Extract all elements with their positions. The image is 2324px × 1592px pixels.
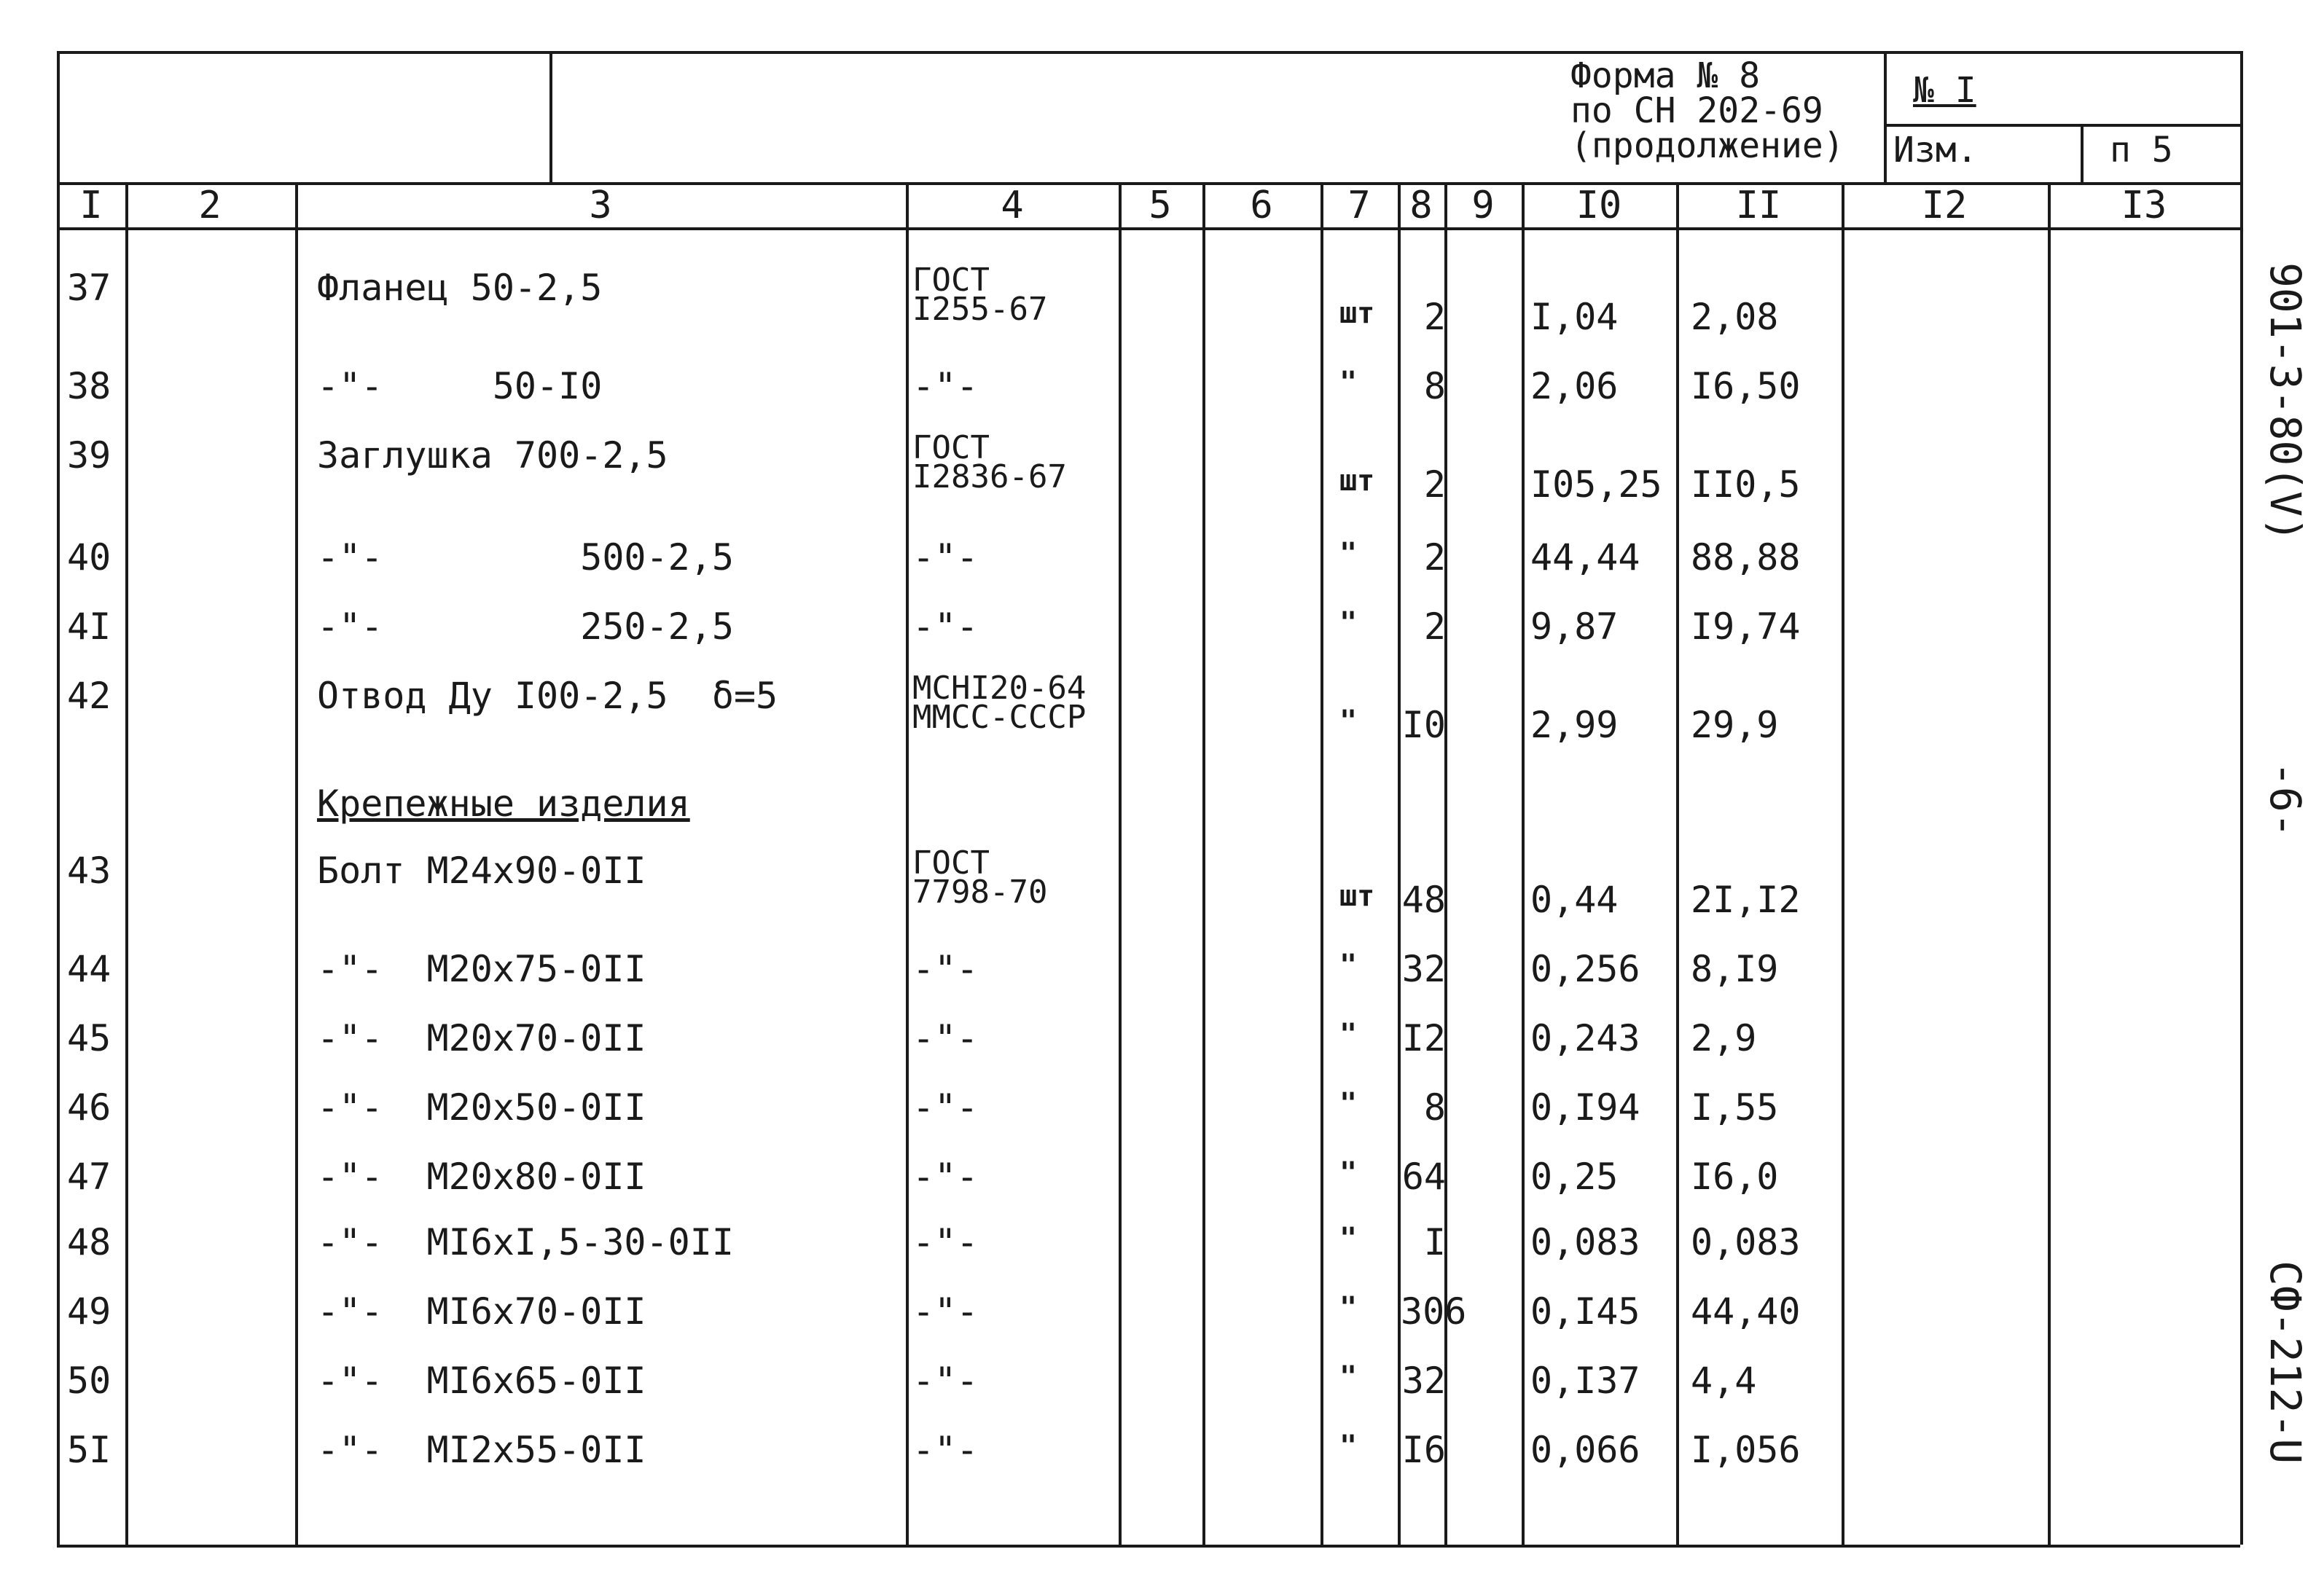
item-total-mass: II0,5 — [1691, 463, 1801, 506]
col-line-3 — [906, 182, 909, 1545]
item-unit-mass: 0,083 — [1530, 1221, 1640, 1263]
col-line-1 — [125, 182, 128, 1545]
item-unit-mass: 0,I37 — [1530, 1360, 1640, 1402]
frame-left-line — [57, 51, 60, 1545]
item-quantity: 48 — [1401, 879, 1446, 921]
item-name: -"- МI2х55-0II — [317, 1429, 646, 1471]
item-quantity: 8 — [1423, 1086, 1446, 1129]
item-total-mass: 8,I9 — [1691, 948, 1779, 990]
item-unit-mass: I05,25 — [1530, 463, 1662, 506]
item-total-mass: I6,50 — [1691, 365, 1801, 407]
item-total-mass: I6,0 — [1691, 1156, 1779, 1198]
row-number: 48 — [67, 1221, 111, 1263]
row-number: 45 — [67, 1017, 111, 1059]
item-unit: " — [1339, 1222, 1358, 1255]
sheet-number: № I — [1913, 70, 1976, 111]
item-name: -"- МI6х65-0II — [317, 1360, 646, 1402]
row-number: 37 — [67, 267, 111, 309]
item-total-mass: 44,40 — [1691, 1290, 1801, 1333]
column-number-11: II — [1735, 184, 1782, 227]
item-unit: " — [1339, 537, 1358, 570]
item-total-mass: I9,74 — [1691, 605, 1801, 648]
item-total-mass: 2I,I2 — [1691, 879, 1801, 921]
item-unit-mass: 0,I45 — [1530, 1290, 1640, 1333]
item-unit: шт — [1339, 879, 1375, 913]
item-document-line1: ГОСТ — [912, 429, 990, 466]
side-label-top: 901-3-80(V) — [2261, 262, 2310, 543]
item-document: -"- — [912, 1086, 979, 1129]
column-number-8: 8 — [1409, 184, 1433, 227]
header-right-divider — [1884, 51, 1887, 182]
col-line-4 — [1119, 182, 1122, 1545]
column-number-1: I — [79, 184, 103, 227]
header-left-divider — [549, 51, 552, 182]
item-total-mass: 0,083 — [1691, 1221, 1801, 1263]
col-line-2 — [295, 182, 298, 1545]
side-label-bottom: СФ-212-U — [2261, 1260, 2310, 1464]
side-label-middle: -6- — [2261, 761, 2310, 838]
item-total-mass: I,55 — [1691, 1086, 1779, 1129]
item-unit: " — [1339, 1291, 1358, 1325]
item-unit-mass: 0,256 — [1530, 948, 1640, 990]
col-line-5 — [1202, 182, 1205, 1545]
item-name: -"- М20х70-0II — [317, 1017, 646, 1059]
item-unit-mass: 2,99 — [1530, 704, 1619, 746]
item-document: -"- — [912, 365, 979, 407]
frame-right-line — [2240, 51, 2243, 1545]
row-number: 5I — [67, 1429, 111, 1471]
row-number: 43 — [67, 850, 111, 892]
item-quantity: I — [1423, 1221, 1446, 1263]
form-label-line3: (продолжение) — [1570, 125, 1844, 166]
col-line-10 — [1676, 182, 1679, 1545]
item-unit-mass: 44,44 — [1530, 536, 1640, 579]
item-quantity: 306 — [1401, 1290, 1467, 1333]
item-unit: " — [1339, 1018, 1358, 1051]
item-total-mass: 2,08 — [1691, 296, 1779, 338]
item-total-mass: 4,4 — [1691, 1360, 1757, 1402]
item-document: -"- — [912, 1290, 979, 1333]
row-number: 46 — [67, 1086, 111, 1129]
row-number: 44 — [67, 948, 111, 990]
item-total-mass: 29,9 — [1691, 704, 1779, 746]
col-line-11 — [1842, 182, 1844, 1545]
item-unit: " — [1339, 949, 1358, 982]
row-number: 42 — [67, 675, 111, 717]
frame-top-line — [57, 51, 2240, 54]
item-unit: " — [1339, 1087, 1358, 1121]
item-unit: шт — [1339, 297, 1375, 330]
col-line-12 — [2048, 182, 2051, 1545]
form-label-line2: по СН 202-69 — [1570, 90, 1823, 131]
item-total-mass: 88,88 — [1691, 536, 1801, 579]
item-document-line1: МСНI20-64 — [912, 670, 1087, 707]
col-line-6 — [1321, 182, 1323, 1545]
col-line-9 — [1522, 182, 1525, 1545]
row-number: 50 — [67, 1360, 111, 1402]
item-unit-mass: 0,25 — [1530, 1156, 1619, 1198]
item-document: -"- — [912, 536, 979, 579]
item-quantity: I2 — [1401, 1017, 1446, 1059]
item-unit: " — [1339, 366, 1358, 399]
item-unit: " — [1339, 1156, 1358, 1190]
header-p-divider — [2081, 124, 2084, 182]
row-number: 40 — [67, 536, 111, 579]
section-heading-fasteners: Крепежные изделия — [317, 783, 690, 825]
frame-bottom-line — [57, 1545, 2240, 1548]
column-number-12: I2 — [1921, 184, 1968, 227]
item-document-line2: ММСС-СССР — [912, 699, 1087, 736]
item-name: Отвод Ду I00-2,5 δ=5 — [317, 675, 778, 717]
column-number-9: 9 — [1471, 184, 1495, 227]
row-number: 49 — [67, 1290, 111, 1333]
item-quantity: 32 — [1401, 1360, 1446, 1402]
item-unit: " — [1339, 1360, 1358, 1394]
item-unit-mass: 9,87 — [1530, 605, 1619, 648]
item-unit-mass: I,04 — [1530, 296, 1619, 338]
column-number-6: 6 — [1250, 184, 1273, 227]
row-number: 39 — [67, 434, 111, 477]
p-label: п 5 — [2110, 130, 2173, 170]
item-total-mass: I,056 — [1691, 1429, 1801, 1471]
row-number: 4I — [67, 605, 111, 648]
item-name: Фланец 50-2,5 — [317, 267, 603, 309]
item-name: -"- 500-2,5 — [317, 536, 734, 579]
column-number-10: I0 — [1576, 184, 1622, 227]
izm-label: Изм. — [1893, 130, 1978, 170]
row-number: 38 — [67, 365, 111, 407]
column-number-4: 4 — [1001, 184, 1024, 227]
item-quantity: 2 — [1423, 536, 1446, 579]
item-quantity: 8 — [1423, 365, 1446, 407]
item-name: -"- 250-2,5 — [317, 605, 734, 648]
item-document: -"- — [912, 1429, 979, 1471]
item-document: -"- — [912, 605, 979, 648]
item-name: -"- М20х80-0II — [317, 1156, 646, 1198]
item-document-line1: ГОСТ — [912, 844, 990, 882]
item-quantity: 2 — [1423, 296, 1446, 338]
item-unit-mass: 0,44 — [1530, 879, 1619, 921]
column-number-5: 5 — [1149, 184, 1172, 227]
item-unit-mass: 0,243 — [1530, 1017, 1640, 1059]
item-quantity: I0 — [1401, 704, 1446, 746]
form-label-line1: Форма № 8 — [1570, 55, 1761, 96]
item-name: -"- М20х50-0II — [317, 1086, 646, 1129]
item-name: -"- МI6хI,5-30-0II — [317, 1221, 734, 1263]
item-document-line2: I2836-67 — [912, 458, 1067, 495]
item-document: -"- — [912, 1360, 979, 1402]
item-quantity: 2 — [1423, 605, 1446, 648]
item-document: -"- — [912, 1221, 979, 1263]
item-document: -"- — [912, 1017, 979, 1059]
item-unit: " — [1339, 606, 1358, 640]
column-number-7: 7 — [1347, 184, 1371, 227]
item-quantity: 32 — [1401, 948, 1446, 990]
item-name: Заглушка 700-2,5 — [317, 434, 668, 477]
item-quantity: 64 — [1401, 1156, 1446, 1198]
item-document-line1: ГОСТ — [912, 262, 990, 299]
item-unit-mass: 2,06 — [1530, 365, 1619, 407]
item-unit: " — [1339, 1430, 1358, 1463]
column-number-2: 2 — [198, 184, 222, 227]
item-unit: " — [1339, 705, 1358, 738]
item-unit-mass: 0,066 — [1530, 1429, 1640, 1471]
item-name: -"- 50-I0 — [317, 365, 603, 407]
item-document-line2: I255-67 — [912, 291, 1048, 328]
item-quantity: I6 — [1401, 1429, 1446, 1471]
item-name: -"- МI6х70-0II — [317, 1290, 646, 1333]
item-total-mass: 2,9 — [1691, 1017, 1757, 1059]
row-number: 47 — [67, 1156, 111, 1198]
item-document: -"- — [912, 1156, 979, 1198]
item-document: -"- — [912, 948, 979, 990]
column-number-3: 3 — [589, 184, 612, 227]
column-header-bottom-line — [57, 227, 2240, 230]
item-unit: шт — [1339, 464, 1375, 498]
column-number-13: I3 — [2121, 184, 2167, 227]
header-split-line-right — [1884, 124, 2240, 127]
item-document-line2: 7798-70 — [912, 874, 1048, 911]
item-unit-mass: 0,I94 — [1530, 1086, 1640, 1129]
item-quantity: 2 — [1423, 463, 1446, 506]
item-name: -"- М20х75-0II — [317, 948, 646, 990]
item-name: Болт М24х90-0II — [317, 850, 646, 892]
